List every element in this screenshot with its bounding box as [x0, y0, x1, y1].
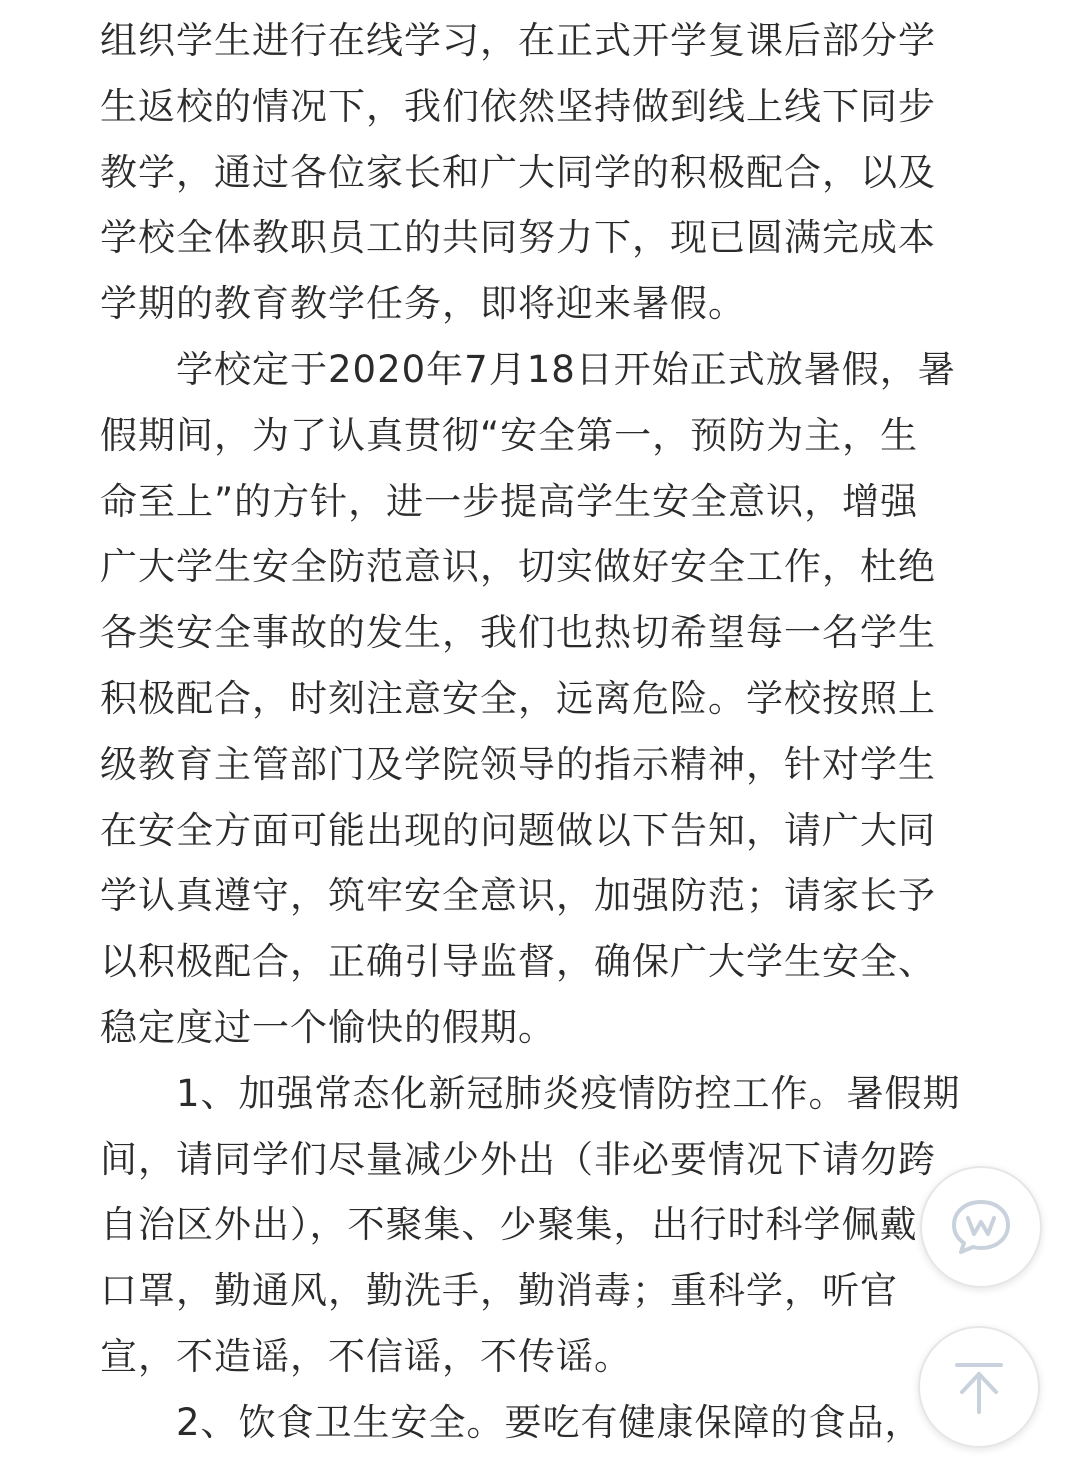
chat-bubble-w-icon	[948, 1194, 1014, 1260]
paragraph-vacation-notice: 学校定于2020年7月18日开始正式放暑假，暑 假期间，为了认真贯彻“安全第一，预防为主，生 命至上”的方针，进一步提高学生安全意识，增强 广大学生安全防范意识，切实做好安全工作，杜绝 各类安全事故的发生，我们也热切希望每一名学生 积极配合，时刻注意安全，远离危险。学校按照上 级教育主管部门及学院领导的指示精神，针对学生 在安全方面可能出现的问题做以下告知，请广大同 学认真遵守，筑牢安全意识，加强防范；请家长予 以积极配合，正确引导监督，确保广大学生安全、 稳定度过一个愉快的假期。	[100, 347, 956, 1049]
paragraph-item-2-food: 2、饮食卫生安全。要吃有健康保障的食品，	[100, 1400, 923, 1444]
paragraph-intro: 组织学生进行在线学习，在正式开学复课后部分学 生返校的情况下，我们依然坚持做到线上线下同步 教学，通过各位家长和广大同学的积极配合，以及 学校全体教职员工的共同努力下，现已圆满完成本 学期的教育教学任务，即将迎来暑假。	[100, 19, 936, 326]
arrow-up-icon	[948, 1356, 1010, 1418]
chat-button[interactable]	[920, 1166, 1042, 1288]
article-body	[100, 8, 980, 1456]
paragraph-item-1-epidemic: 1、加强常态化新冠肺炎疫情防控工作。暑假期 间，请同学们尽量减少外出（非必要情况下请勿跨 自治区外出），不聚集、少聚集，出行时科学佩戴 口罩，勤通风，勤洗手，勤消毒；重科学，听官 宣，不造谣，不信谣，不传谣。	[100, 1071, 961, 1378]
back-to-top-button[interactable]	[918, 1326, 1040, 1448]
